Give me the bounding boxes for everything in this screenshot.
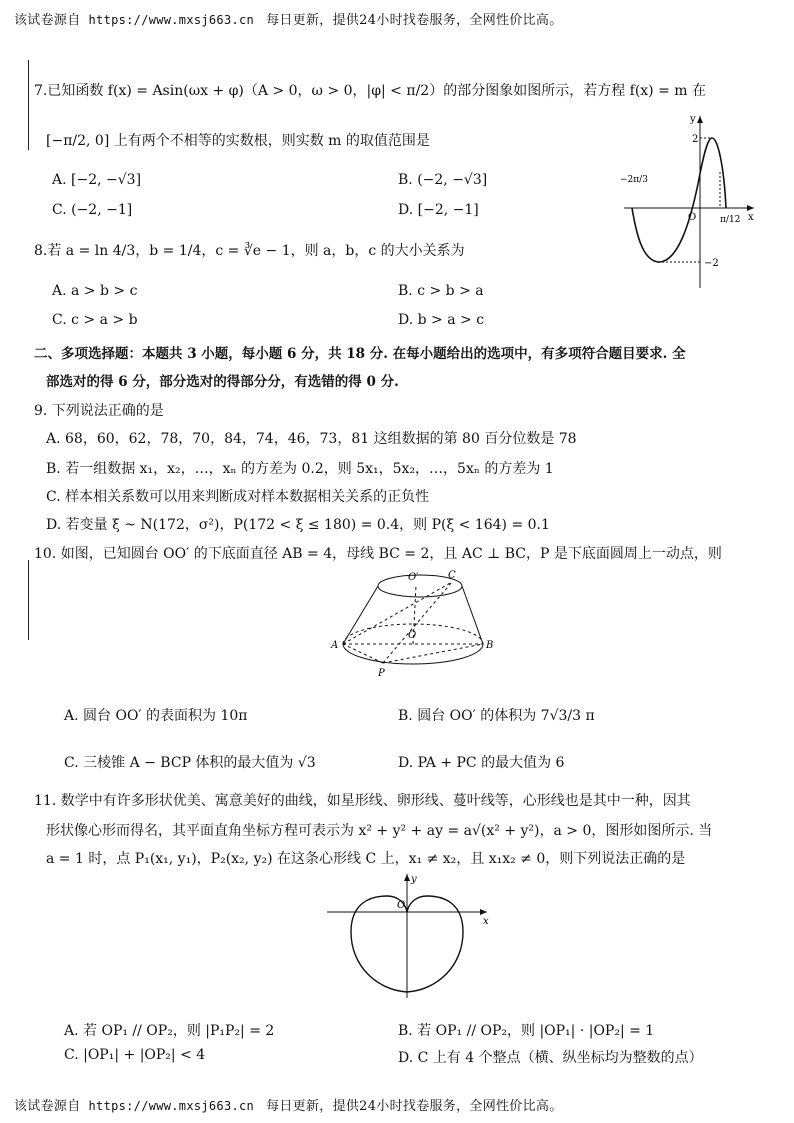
q11-stem-line2: 形状像心形而得名，其平面直角坐标方程可表示为 x² + y² + ay = a√(x² + y²)，a > 0，图形如图所示. 当 <box>46 823 713 839</box>
q10-label-c: C <box>448 570 456 581</box>
q11-y-label: y <box>411 874 417 885</box>
q10-bottom-base-front <box>343 644 483 664</box>
q10-frustum-figure <box>328 568 498 688</box>
q10-option-b: B. 圆台 OO′ 的体积为 7√3/3 π <box>398 708 595 724</box>
q11-cardioid-graph <box>325 872 495 1002</box>
page-header <box>14 9 563 28</box>
q11-y-arrow <box>404 874 410 881</box>
q10-label-p: P <box>378 668 385 679</box>
q8-option-d: D. b > a > c <box>398 312 485 328</box>
q10-option-d: D. PA + PC 的最大值为 6 <box>398 755 565 771</box>
q7-right-tick-label: π/12 <box>720 215 741 225</box>
section2-instructions-line1: 二、多项选择题：本题共 3 小题，每小题 6 分，共 18 分. 在每小题给出的选项中，有多项符合题目要求. 全 <box>34 346 686 362</box>
q11-option-a: A. 若 OP₁ // OP₂，则 |P₁P₂| = 2 <box>64 1023 275 1039</box>
header-url[interactable]: https://www.mxsj663.cn <box>88 13 255 27</box>
q7-stem-line1: 7.已知函数 f(x) = Asin(ωx + φ)（A > 0，ω > 0，|φ| < π/2）的部分图象如图所示，若方程 f(x) = m 在 <box>34 83 706 99</box>
q10-label-o-prime: O′ <box>408 572 419 583</box>
q8-option-c: C. c > a > b <box>52 312 138 328</box>
q10-segment-pb <box>383 644 483 663</box>
margin-rule-bottom <box>28 560 29 640</box>
q10-label-b: B <box>486 640 494 651</box>
q8-stem: 8.若 a = ln 4/3，b = 1/4，c = ∛e − 1，则 a，b，c 的大小关系为 <box>34 243 465 259</box>
header-source-label: 该试卷源自 <box>14 13 81 28</box>
q9-option-d: D. 若变量 ξ ~ N(172，σ²)，P(172 < ξ ≤ 180) = 0.4，则 P(ξ < 164) = 0.1 <box>46 517 550 533</box>
q11-stem-line3: a = 1 时，点 P₁(x₁, y₁)，P₂(x₂, y₂) 在这条心形线 C 上，x₁ ≠ x₂，且 x₁x₂ ≠ 0，则下列说法正确的是 <box>46 851 686 867</box>
q7-x-arrow <box>747 205 754 211</box>
section2-instructions-line2: 部选对的得 6 分，部分选对的得部分分，有选错的得 0 分. <box>46 374 399 390</box>
q8-option-b: B. c > b > a <box>398 283 484 299</box>
q11-option-c: C. |OP₁| + |OP₂| < 4 <box>64 1047 206 1063</box>
q9-option-c: C. 样本相关系数可以用来判断成对样本数据相关关系的正负性 <box>46 489 430 505</box>
q10-label-a: A <box>331 640 339 651</box>
q7-option-d: D. [−2, −1] <box>398 202 479 218</box>
q7-option-c: C. (−2, −1] <box>52 202 133 218</box>
footer-url[interactable]: https://www.mxsj663.cn <box>88 1099 255 1113</box>
q10-option-a: A. 圆台 OO′ 的表面积为 10π <box>64 708 248 724</box>
header-slogan: 每日更新，提供24小时找卷服务，全网性价比高。 <box>266 13 563 28</box>
q11-x-arrow <box>480 909 487 915</box>
q10-right-generatrix <box>462 586 483 644</box>
q7-min-label: −2 <box>704 258 719 269</box>
q7-origin-label: O <box>688 212 697 223</box>
q7-left-tick-label: −2π/3 <box>620 175 648 185</box>
q10-option-c: C. 三棱锥 A − BCP 体积的最大值为 √3 <box>64 755 316 771</box>
q7-stem-line2: [−π/2, 0] 上有两个不相等的实数根，则实数 m 的取值范围是 <box>46 133 430 149</box>
q7-sine-graph <box>620 112 760 292</box>
q11-origin-label: O <box>397 900 406 911</box>
q11-option-b: B. 若 OP₁ // OP₂，则 |OP₁| · |OP₂| = 1 <box>398 1023 655 1039</box>
footer-slogan: 每日更新，提供24小时找卷服务，全网性价比高。 <box>266 1099 563 1114</box>
footer-source-label: 该试卷源自 <box>14 1099 81 1114</box>
q9-option-a: A. 68，60，62，78，70，84，74，46，73，81 这组数据的第 80 百分位数是 78 <box>46 431 577 447</box>
q7-y-arrow <box>697 116 703 123</box>
q7-option-a: A. [−2, −√3] <box>52 172 142 188</box>
q7-sine-curve <box>632 138 726 262</box>
q7-max-label: 2 <box>692 134 699 145</box>
q10-segment-ac <box>343 582 452 644</box>
q10-stem: 10. 如图，已知圆台 OO′ 的下底面直径 AB = 4，母线 BC = 2，且 AC ⊥ BC，P 是下底面圆周上一动点，则 <box>34 546 722 562</box>
q11-stem-line1: 11. 数学中有许多形状优美、寓意美好的曲线，如星形线、卵形线、蔓叶线等，心形线也是其中一种，因其 <box>34 793 691 809</box>
q10-segment-pa <box>343 644 383 663</box>
margin-rule-top <box>28 60 29 150</box>
q8-option-a: A. a > b > c <box>52 283 138 299</box>
q11-option-d: D. C 上有 4 个整点（横、纵坐标均为整数的点） <box>398 1050 703 1066</box>
q7-y-label: y <box>690 114 696 125</box>
q11-x-label: x <box>483 916 489 927</box>
q9-option-b: B. 若一组数据 x₁，x₂，…，xₙ 的方差为 0.2，则 5x₁，5x₂，…，5xₙ 的方差为 1 <box>46 461 554 477</box>
q9-stem: 9. 下列说法正确的是 <box>34 403 164 419</box>
page-footer <box>14 1095 563 1114</box>
q10-label-o: O <box>408 630 417 641</box>
q7-x-label: x <box>748 212 754 223</box>
q7-option-b: B. (−2, −√3] <box>398 172 488 188</box>
q10-left-generatrix <box>343 586 378 644</box>
